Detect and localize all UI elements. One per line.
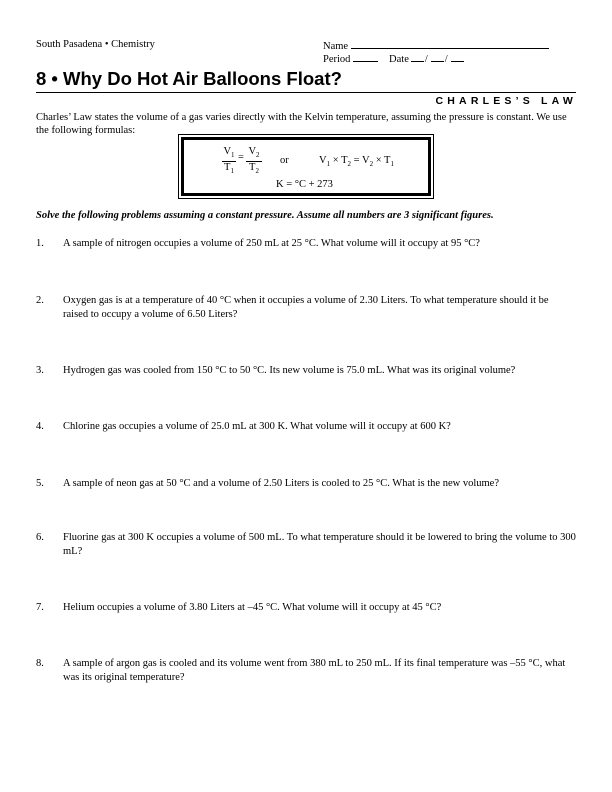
problem-text: A sample of nitrogen occupies a volume of 250 mL at 25 °C. What volume will it occupy at 95 °C?	[63, 238, 480, 249]
problem-text: Fluorine gas at 300 K occupies a volume of 500 mL. To what temperature should it be lowered to bring the volume to 300 mL?	[63, 532, 576, 557]
fraction-v2-t2	[246, 146, 262, 177]
date-day-blank[interactable]	[431, 51, 444, 62]
topic-label: CHARLES’S LAW	[435, 95, 577, 107]
date-separator: /	[424, 54, 428, 65]
name-label: Name	[323, 41, 349, 52]
fraction-numerator: $V_2$	[246, 146, 262, 162]
date-year-blank[interactable]	[451, 51, 464, 62]
problem-text: A sample of argon gas is cooled and its volume went from 380 mL to 250 mL. If its final temperature was –55 °C, what was its original temperature?	[63, 658, 566, 683]
kelvin-formula: K = °C + 273	[276, 179, 333, 190]
problem-number: 5.	[36, 478, 44, 489]
problem-number: 7.	[36, 602, 44, 613]
date-month-blank[interactable]	[411, 51, 424, 62]
problem-number: 2.	[36, 295, 44, 306]
fraction-denominator: $T_1$	[224, 162, 234, 176]
instructions: Solve the following problems assuming a constant pressure. Assume all numbers are 3 significant figures.	[36, 210, 494, 221]
fraction-v1-t1	[222, 146, 236, 177]
problem-item	[36, 364, 576, 378]
problem-text: Helium occupies a volume of 3.80 Liters at –45 °C. What volume will it occupy at 45 °C?	[63, 602, 442, 613]
equals-sign: =	[238, 152, 244, 163]
problem-text: Chlorine gas occupies a volume of 25.0 mL at 300 K. What volume will it occupy at 600 K?	[63, 421, 451, 432]
date-label: Date	[389, 54, 409, 65]
date-separator: /	[444, 54, 448, 65]
title-divider	[36, 92, 576, 93]
period-blank[interactable]	[353, 51, 378, 62]
problem-text: Oxygen gas is at a temperature of 40 °C when it occupies a volume of 2.30 Liters. To what temperature should it be raised to occupy a volume of 6.50 Liters?	[63, 295, 549, 320]
problem-item	[36, 657, 576, 685]
formula-or: or	[280, 155, 289, 166]
formula-box	[181, 137, 431, 196]
problem-item	[36, 531, 576, 559]
problem-item	[36, 477, 576, 491]
school-course-label: South Pasadena • Chemistry	[36, 39, 155, 50]
intro-paragraph: Charles’ Law states the volume of a gas varies directly with the Kelvin temperature, assuming the pressure is constant. We use the following formulas:	[36, 112, 567, 136]
problem-text: Hydrogen gas was cooled from 150 °C to 50 °C. Its new volume is 75.0 mL. What was its original volume?	[63, 365, 516, 376]
problem-number: 3.	[36, 365, 44, 376]
period-date-line	[323, 51, 573, 64]
problem-item	[36, 237, 576, 251]
problem-item	[36, 294, 576, 322]
fraction-numerator: $V_1$	[222, 146, 236, 162]
page-title: 8 • Why Do Hot Air Balloons Float?	[36, 68, 342, 89]
problem-number: 6.	[36, 532, 44, 543]
problem-item	[36, 601, 576, 615]
name-blank[interactable]	[351, 38, 549, 49]
cross-multiplied-formula: $V_1 \times T_2 = V_2 \times T_1$	[319, 155, 394, 169]
period-label: Period	[323, 54, 351, 65]
problem-number: 1.	[36, 238, 44, 249]
problem-number: 8.	[36, 658, 44, 669]
problem-item	[36, 420, 576, 434]
problem-number: 4.	[36, 421, 44, 432]
student-info-block	[323, 38, 573, 64]
problem-text: A sample of neon gas at 50 °C and a volume of 2.50 Liters is cooled to 25 °C. What is the new volume?	[63, 478, 499, 489]
name-line	[323, 38, 573, 51]
fraction-denominator: $T_2$	[249, 162, 259, 176]
